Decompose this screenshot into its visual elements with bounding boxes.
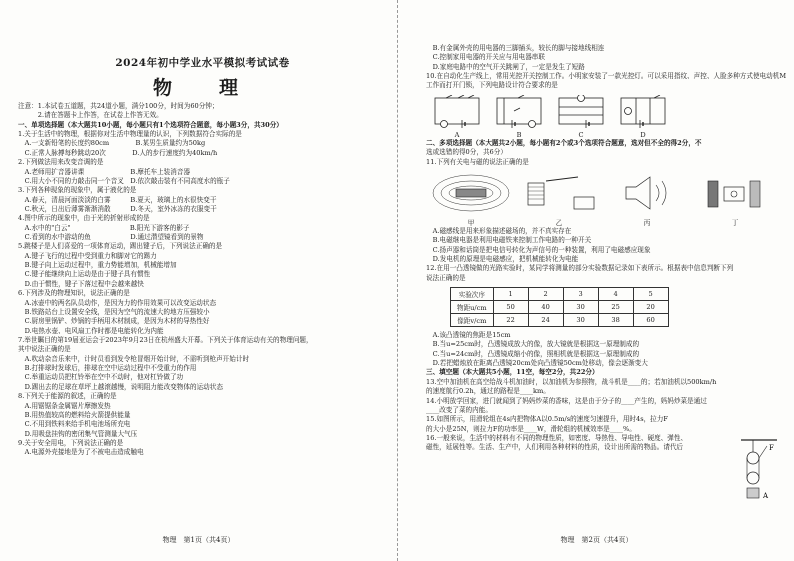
picture-label: 甲 bbox=[467, 218, 475, 227]
table-cell: 30 bbox=[563, 314, 598, 327]
page-2-footer: 物理 第2页（共4页） bbox=[560, 536, 633, 544]
text-line: C.正常人脉搏每秒跳动20次 D.人的步行速度约为40km/h bbox=[18, 148, 218, 157]
text-line: 选或选错的得0分，共6分） bbox=[426, 148, 507, 157]
page-2-text-bottom bbox=[426, 331, 787, 453]
text-line: D.家庭电路中的空气开关跳闸了，一定是发生了短路 bbox=[426, 62, 585, 71]
text-line: C.厨房里锅铲、炒锅的手柄用木材制成，是因为木材的导热性好 bbox=[18, 317, 210, 326]
text-line: B.用热值较高的燃料给火箭提供能量 bbox=[18, 410, 131, 419]
text-line: 2.请在答题卡上作答，在试卷上作答无效。 bbox=[18, 111, 163, 120]
table-row bbox=[451, 314, 669, 327]
table-cell: 40 bbox=[528, 301, 563, 314]
picture-label: 丙 bbox=[643, 218, 651, 227]
text-line: 工作而打开门锁，下列电路设计符合要求的是 bbox=[426, 81, 558, 90]
lens-data-table bbox=[450, 287, 669, 327]
text-line: 4.图中所示的现象中，由于光的折射形成的是 bbox=[18, 214, 150, 223]
text-line: 16.一般来说，生活中的材料有不同的物理性质，如密度、导热性、导电性、硬度、弹性、 bbox=[426, 433, 688, 442]
table-cell: 3 bbox=[563, 288, 598, 301]
table-cell: 24 bbox=[528, 314, 563, 327]
text-line: 三、填空题（本大题共5小题，11空，每空2分，共22分） bbox=[426, 368, 599, 377]
text-line: B.有金属外壳的用电器的三脚插头，较长的脚与接地线相连 bbox=[426, 44, 605, 52]
table-row bbox=[451, 301, 669, 314]
magnet-field-picture bbox=[430, 171, 512, 215]
text-line: 15.如图所示，用滑轮组在4s内把物体A以0.5m/s的速度匀速提升，用时4s，拉力F bbox=[426, 415, 668, 424]
text-line: D.发电机的原理是电磁感应，把机械能转化为电能 bbox=[426, 254, 579, 263]
page-2-text-mid bbox=[426, 139, 787, 167]
electromagnetism-pictures bbox=[430, 171, 787, 215]
text-line: 注意：1.本试卷五道题，共24道小题，满分100分，时间为60分钟； bbox=[18, 102, 219, 110]
text-line: A.吹动杂音乐来中，计时员看到发令枪冒烟开始计时，不需听到枪声开始计时 bbox=[18, 354, 250, 363]
text-line: 的大小是25N，则拉力F的功率是____W，滑轮组的机械效率是____%。 bbox=[426, 424, 636, 433]
circuit-diagrams bbox=[432, 95, 787, 129]
text-line: 9.关于安全用电，下列说法正确的是 bbox=[18, 438, 124, 447]
force-label: F bbox=[769, 444, 774, 452]
text-line: 12.在用一凸透镜做的光路实验时，某同学将测量的部分实验数据记录如下表所示。根据表中信息判断下列 bbox=[426, 264, 734, 273]
object-label: A bbox=[763, 492, 769, 500]
circuit-diagram-a bbox=[432, 95, 482, 129]
circuit-diagram-d bbox=[618, 95, 668, 129]
text-line: 说法正确的是 bbox=[426, 273, 466, 282]
text-line: C.看到的水中游动的鱼 D.通过潜望镜看到的景物 bbox=[18, 233, 204, 242]
text-line: A.一支新铅笔的长度约80cm B.某男生质量约为50kg bbox=[18, 139, 206, 148]
text-line: 10.在自动化生产线上，常用光控开关控制工作。小明家安装了一款光控灯。可以采用指纹、声控、人脸多种方式使电动机M bbox=[426, 72, 787, 81]
diagram-label: C bbox=[578, 130, 584, 139]
text-line: C.秋天，日出后薄雾渐渐消散 D.冬天，室外冰冻的衣服变干 bbox=[18, 204, 217, 213]
text-line: B.键子向上运动过程中，重力势能增加，机械能增加 bbox=[18, 261, 177, 270]
text-line: C.举重运动员把杠铃举在空中不动时，他对杠铃做了功 bbox=[18, 373, 184, 382]
text-line: C.用大小不同的力敲击同一个音叉 D.依次敲击装有不同高度水的瓶子 bbox=[18, 176, 230, 185]
table-cell: 50 bbox=[493, 301, 528, 314]
table-cell: 22 bbox=[493, 314, 528, 327]
text-line: 一、单项选择题（本大题共10小题，每小题只有1个选项符合题意，每小题3分，共30分） bbox=[18, 120, 283, 129]
table-row bbox=[451, 288, 669, 301]
text-line: 1.关于生活中的物理，根据你对生活中物理量的认识，下列数据符合实际的是 bbox=[18, 130, 242, 139]
page-2 bbox=[397, 0, 794, 561]
page-1-content bbox=[18, 0, 387, 458]
picture-label: 丁 bbox=[731, 218, 739, 227]
picture-labels bbox=[430, 217, 787, 227]
text-line: 其中说法正确的是 bbox=[18, 345, 71, 354]
page-2-content bbox=[426, 44, 787, 453]
speaker-picture bbox=[606, 171, 688, 215]
text-line: B.打排球时发球后，排球在空中运动过程中不受重力的作用 bbox=[18, 364, 197, 373]
table-cell: 像距v/cm bbox=[451, 314, 494, 327]
text-line: C.扬声器和话筒是把电信号转化为声信号的一种装置，利用了电磁感应现象 bbox=[426, 245, 651, 254]
text-line: D.用吸盘挂钩的密闭集气管测量大气压 bbox=[18, 429, 138, 438]
text-line: 的速度航行0.2h，通过的路程是____km。 bbox=[426, 387, 550, 396]
table-cell: 实验次序 bbox=[451, 288, 494, 301]
text-line: D.若把蜡烛放在距离凸透镜20cm处向凸透镜50cm处移动，像会逐渐变大 bbox=[426, 359, 648, 368]
text-line: B.铁路站台上设置安全线，是因为空气的流速大的地方压强较小 bbox=[18, 307, 210, 316]
table-cell: 25 bbox=[598, 301, 633, 314]
text-line: A.用锯锯条金属锯片摩擦发热 bbox=[18, 401, 111, 410]
text-line: A.电源外壳接地是为了不被电击造成触电 bbox=[18, 448, 144, 457]
text-line: B.电磁继电器是利用电磁铁来控制工作电路的一种开关 bbox=[426, 236, 592, 245]
text-line: 5.跳楼子是人们喜爱的一项体育运动，踢出键子后，下列说法正确的是 bbox=[18, 242, 223, 251]
text-line: A.春天，清晨河面淡淡的白雾 B.夏天，玻璃上的水很快变干 bbox=[18, 195, 217, 204]
page-2-text-top bbox=[426, 44, 787, 91]
circuit-diagram-c bbox=[556, 95, 606, 129]
text-line: 3.下列各种现象的现象中，属于液化的是 bbox=[18, 186, 137, 195]
text-line: 14.小明放学回家，进门就闻到了妈妈炒菜的香味，这是由于分子的____产生的，妈妈炒菜是通过 bbox=[426, 396, 707, 405]
page-2-text-q11 bbox=[426, 227, 787, 283]
circuit-diagram-b bbox=[494, 95, 544, 129]
text-line: 2.下列做法用来改变音调的是 bbox=[18, 158, 104, 167]
table-cell: 2 bbox=[528, 288, 563, 301]
table-cell: 60 bbox=[633, 314, 668, 327]
text-line: 7.举世瞩目的第19届亚运会于2023年9月23日在杭州盛大开幕。下列关于体育运动有关的物理问题， bbox=[18, 335, 313, 344]
subject-title: 物 理 bbox=[152, 77, 252, 99]
relay-picture bbox=[518, 171, 600, 215]
text-line: D.电热水壶、电风扇工作时都是电能转化为内能 bbox=[18, 326, 164, 335]
table-cell: 4 bbox=[598, 288, 633, 301]
exam-title: 2024年初中学业水平模拟考试试卷 bbox=[115, 57, 290, 69]
text-line: A.该凸透镜的焦距是15cm bbox=[426, 331, 511, 340]
text-line: 6.下列涉及的物理知识，说法正确的是 bbox=[18, 289, 130, 298]
table-cell: 20 bbox=[633, 301, 668, 314]
text-line: B.当u=25cm时，凸透镜成放大的像，放大镜就是根据这一原理制成的 bbox=[426, 340, 640, 349]
page-1-text bbox=[18, 102, 387, 458]
text-line: D.由于惯性，键子下落过程中会越来越快 bbox=[18, 279, 144, 288]
text-line: A.水中的"白云" B.阳光下游客的影子 bbox=[18, 223, 190, 232]
table-cell: 5 bbox=[633, 288, 668, 301]
page-1-footer: 物理 第1页（共4页） bbox=[162, 536, 235, 544]
text-line: 二、多项选择题（本大题共2小题，每小题有2个或3个选项符合题意，选对但不全的得2分，不 bbox=[426, 138, 702, 147]
text-line: D.踢出去的足球在草坪上越滚越慢，说明阻力能改变物体的运动状态 bbox=[18, 382, 223, 391]
text-line: C.控制家用电器的开关应与用电器串联 bbox=[426, 53, 545, 62]
table-cell: 30 bbox=[563, 301, 598, 314]
diagram-label: A bbox=[454, 130, 460, 139]
text-line: A.老师用扩音器讲课 B.摩托车上装消音器 bbox=[18, 167, 191, 176]
generator-picture bbox=[694, 171, 776, 215]
text-line: C.当u=24cm时，凸透镜成缩小的像，照相机就是根据这一原理制成的 bbox=[426, 349, 640, 358]
text-line: 11.下列有关电与磁的说法正确的是 bbox=[426, 157, 529, 166]
text-line: 8.下列关于能源的叙述，正确的是 bbox=[18, 392, 117, 401]
text-line: 13.空中加油机在高空给战斗机加油时，以加油机为参照物，战斗机是____的；若加油机以500km/h bbox=[426, 377, 717, 386]
diagram-label: B bbox=[516, 130, 522, 139]
text-line: A.键子飞行的过程中受到重力和脚对它的踢力 bbox=[18, 251, 157, 260]
text-line: A.磁感线是用来形象描述磁场的，并不真实存在 bbox=[426, 226, 572, 235]
text-line: A.冰壶中的两名队员动作，是因为力的作用效果可以改变运动状态 bbox=[18, 298, 217, 307]
table-cell: 物距u/cm bbox=[451, 301, 494, 314]
text-line: 磁性，延展性等。生活、生产中，人们利用各种材料的性质，设计出所需的物品。请代后 bbox=[426, 443, 684, 452]
text-line: C.不用到铁料来给手机电池场所充电 bbox=[18, 420, 131, 429]
circuit-diagram-labels bbox=[432, 131, 787, 139]
pulley-diagram bbox=[739, 438, 779, 508]
table-cell: 38 bbox=[598, 314, 633, 327]
table-cell: 1 bbox=[493, 288, 528, 301]
text-line: ____改变了菜的内能。 bbox=[426, 405, 492, 414]
diagram-label: D bbox=[640, 130, 646, 139]
picture-label: 乙 bbox=[555, 218, 563, 227]
text-line: C.键子能继续向上运动是由于键子具有惯性 bbox=[18, 270, 151, 279]
